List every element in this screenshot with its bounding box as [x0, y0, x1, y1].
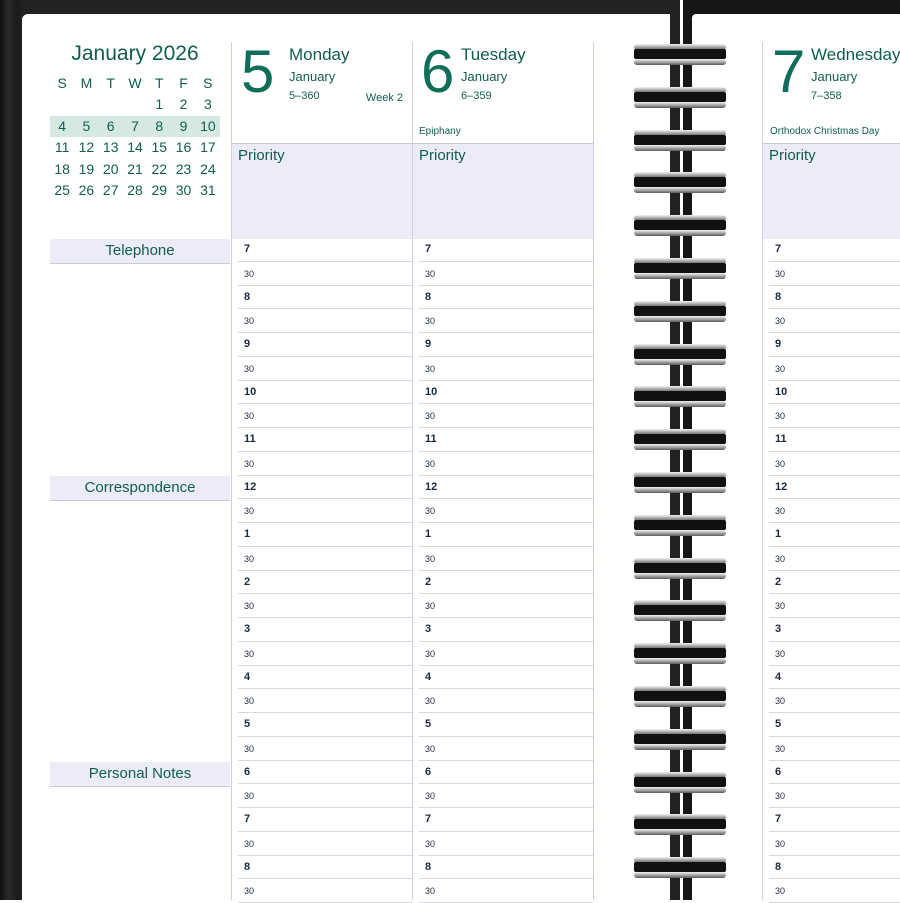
column-divider	[593, 42, 594, 900]
hour-slot[interactable]	[419, 713, 593, 737]
day-count: 7–358	[811, 90, 842, 102]
time-label: 30	[775, 743, 786, 754]
mini-calendar	[50, 42, 220, 202]
half-hour-slot[interactable]	[238, 262, 412, 286]
weekday-header: T	[155, 75, 164, 91]
time-label: 5	[244, 718, 251, 730]
hour-slot[interactable]	[769, 666, 900, 690]
half-hour-slot[interactable]	[238, 452, 412, 476]
hour-slot[interactable]	[419, 808, 593, 832]
day-count: 5–360	[289, 90, 320, 102]
spiral-binding	[630, 40, 730, 900]
half-hour-slot[interactable]	[419, 309, 593, 333]
hour-slot[interactable]	[769, 523, 900, 547]
half-hour-slot[interactable]	[769, 737, 900, 761]
spiral-ring	[630, 853, 730, 879]
section-telephone: Telephone	[50, 239, 230, 264]
mini-calendar-day	[123, 94, 147, 116]
mini-calendar-day: 20	[102, 160, 119, 177]
half-hour-slot[interactable]	[238, 832, 412, 856]
time-label: 30	[425, 648, 436, 659]
hour-slot[interactable]	[769, 238, 900, 262]
mini-calendar-day: 29	[151, 182, 168, 198]
time-label: 30	[425, 886, 436, 897]
half-hour-slot[interactable]	[419, 737, 593, 761]
time-label: 30	[775, 791, 786, 802]
hour-slot[interactable]	[238, 476, 412, 500]
half-hour-slot[interactable]	[769, 404, 900, 428]
hour-slot[interactable]	[238, 856, 412, 880]
holiday-label: Epiphany	[419, 126, 461, 137]
time-label: 6	[775, 765, 782, 778]
spiral-ring	[630, 468, 730, 494]
time-column-wednesday	[769, 238, 900, 903]
hour-slot[interactable]	[769, 808, 900, 832]
mini-calendar-day: 18	[54, 160, 70, 177]
spiral-ring	[630, 725, 730, 751]
half-hour-slot[interactable]	[238, 357, 412, 381]
time-label: 30	[244, 506, 255, 517]
spiral-ring	[630, 554, 730, 580]
mini-calendar-day: 25	[54, 182, 70, 198]
priority-label: Priority	[419, 147, 466, 164]
time-label: 8	[425, 860, 432, 873]
day-header-tuesday	[419, 38, 593, 142]
spiral-ring	[630, 211, 730, 237]
mini-calendar-day: 10	[200, 117, 216, 134]
spiral-ring	[630, 768, 730, 794]
time-label: 10	[244, 385, 257, 398]
section-correspondence: Correspondence	[50, 476, 230, 501]
half-hour-slot[interactable]	[769, 784, 900, 808]
time-label: 11	[425, 433, 437, 445]
half-hour-slot[interactable]	[769, 832, 900, 856]
time-label: 30	[425, 458, 436, 469]
time-label: 10	[775, 385, 788, 398]
time-label: 12	[244, 480, 257, 493]
time-label: 30	[425, 601, 436, 612]
hour-slot[interactable]	[769, 713, 900, 737]
hour-slot[interactable]	[238, 618, 412, 642]
time-label: 10	[425, 385, 438, 398]
day-header-wednesday	[770, 38, 900, 142]
day-number: 7	[772, 38, 806, 105]
time-label: 30	[425, 696, 436, 707]
mini-calendar-day: 19	[78, 160, 95, 177]
mini-calendar-day: 1	[155, 96, 164, 112]
mini-calendar-day: 14	[127, 139, 143, 155]
hour-slot[interactable]	[769, 428, 900, 452]
mini-calendar-day: 22	[151, 160, 168, 177]
mini-calendar-day	[99, 94, 123, 116]
mini-calendar-day: 17	[200, 139, 216, 155]
spiral-ring	[630, 297, 730, 323]
half-hour-slot[interactable]	[769, 642, 900, 666]
hour-slot[interactable]	[419, 333, 593, 357]
mini-calendar-day: 7	[131, 117, 139, 134]
hour-slot[interactable]	[238, 713, 412, 737]
time-label: 30	[244, 363, 255, 374]
time-label: 8	[244, 860, 251, 873]
day-count: 6–359	[461, 90, 492, 102]
mini-calendar-day: 11	[54, 139, 70, 155]
half-hour-slot[interactable]	[769, 499, 900, 523]
hour-slot[interactable]	[419, 761, 593, 785]
day-number: 6	[421, 38, 455, 105]
spiral-ring	[630, 40, 730, 66]
time-label: 7	[775, 243, 782, 255]
mini-calendar-day: 26	[78, 182, 95, 198]
half-hour-slot[interactable]	[419, 452, 593, 476]
hour-slot[interactable]	[769, 476, 900, 500]
time-label: 30	[244, 601, 255, 612]
time-label: 3	[775, 623, 782, 635]
time-label: 30	[244, 696, 255, 707]
spiral-ring	[630, 596, 730, 622]
half-hour-slot[interactable]	[769, 452, 900, 476]
time-label: 7	[425, 813, 432, 825]
weekday-header: M	[80, 75, 93, 91]
mini-calendar-day: 23	[175, 160, 192, 177]
time-label: 7	[425, 243, 432, 255]
mini-calendar-week	[50, 159, 220, 181]
day-number: 5	[241, 38, 275, 105]
time-label: 30	[425, 411, 436, 422]
time-label: 5	[425, 718, 432, 730]
priority-label: Priority	[769, 147, 816, 164]
time-label: 7	[775, 813, 782, 825]
mini-calendar-day: 3	[203, 96, 212, 112]
spiral-ring	[630, 168, 730, 194]
half-hour-slot[interactable]	[238, 879, 412, 903]
hour-slot[interactable]	[238, 286, 412, 310]
time-label: 8	[775, 860, 782, 873]
time-label: 30	[775, 506, 786, 517]
mini-calendar-day	[50, 94, 74, 116]
day-header-monday	[241, 38, 411, 142]
time-label: 30	[244, 268, 255, 279]
half-hour-slot[interactable]	[238, 689, 412, 713]
time-label: 6	[425, 765, 432, 778]
spiral-ring	[630, 639, 730, 665]
time-label: 30	[425, 268, 436, 279]
time-label: 30	[775, 316, 786, 327]
priority-box-monday[interactable]	[232, 143, 412, 239]
mini-calendar-day: 28	[127, 182, 143, 198]
time-label: 11	[244, 433, 256, 445]
hour-slot[interactable]	[419, 476, 593, 500]
hour-slot[interactable]	[238, 428, 412, 452]
hour-slot[interactable]	[769, 286, 900, 310]
half-hour-slot[interactable]	[419, 547, 593, 571]
mini-calendar-day: 15	[151, 139, 168, 155]
time-label: 7	[244, 813, 251, 825]
half-hour-slot[interactable]	[419, 357, 593, 381]
time-label: 3	[244, 623, 251, 635]
time-label: 30	[775, 458, 786, 469]
mini-calendar-day: 27	[102, 182, 119, 198]
spiral-ring	[630, 511, 730, 537]
time-label: 1	[425, 528, 432, 540]
time-label: 7	[244, 243, 251, 255]
spiral-ring	[630, 254, 730, 280]
time-label: 4	[244, 670, 251, 683]
time-label: 30	[775, 553, 786, 564]
half-hour-slot[interactable]	[419, 594, 593, 618]
mini-calendar-day: 2	[179, 96, 188, 112]
time-label: 30	[775, 696, 786, 707]
mini-calendar-day: 12	[78, 139, 95, 155]
spiral-ring	[630, 810, 730, 836]
hour-slot[interactable]	[419, 856, 593, 880]
time-label: 30	[775, 268, 786, 279]
half-hour-slot[interactable]	[769, 689, 900, 713]
weekday-header: F	[179, 75, 188, 91]
spiral-ring	[630, 425, 730, 451]
day-name: Monday	[289, 45, 350, 64]
hour-slot[interactable]	[769, 571, 900, 595]
time-label: 2	[775, 575, 782, 588]
hour-slot[interactable]	[238, 761, 412, 785]
hour-slot[interactable]	[419, 571, 593, 595]
mini-calendar-day: 9	[179, 117, 188, 134]
time-label: 30	[775, 886, 786, 897]
hour-slot[interactable]	[769, 761, 900, 785]
spiral-ring	[630, 83, 730, 109]
half-hour-slot[interactable]	[238, 309, 412, 333]
half-hour-slot[interactable]	[419, 262, 593, 286]
hour-slot[interactable]	[419, 381, 593, 405]
time-label: 2	[425, 575, 432, 588]
time-label: 30	[244, 411, 255, 422]
half-hour-slot[interactable]	[238, 737, 412, 761]
time-label: 30	[775, 363, 786, 374]
time-label: 30	[244, 791, 255, 802]
half-hour-slot[interactable]	[769, 594, 900, 618]
priority-label: Priority	[238, 147, 285, 164]
time-label: 30	[775, 601, 786, 612]
half-hour-slot[interactable]	[769, 879, 900, 903]
time-column-monday	[238, 238, 412, 903]
half-hour-slot[interactable]	[769, 547, 900, 571]
time-label: 30	[244, 316, 255, 327]
day-month: January	[461, 69, 508, 84]
half-hour-slot[interactable]	[769, 262, 900, 286]
half-hour-slot[interactable]	[419, 784, 593, 808]
time-label: 30	[775, 648, 786, 659]
time-label: 3	[425, 623, 432, 635]
mini-calendar-day	[74, 94, 98, 116]
time-label: 4	[425, 670, 432, 683]
hour-slot[interactable]	[238, 333, 412, 357]
mini-calendar-day: 21	[127, 160, 143, 177]
mini-calendar-day: 24	[200, 160, 216, 177]
half-hour-slot[interactable]	[238, 404, 412, 428]
time-label: 11	[775, 433, 787, 445]
mini-calendar-day: 13	[102, 139, 119, 155]
half-hour-slot[interactable]	[419, 689, 593, 713]
mini-calendar-day: 6	[106, 117, 115, 134]
hour-slot[interactable]	[238, 808, 412, 832]
mini-calendar-weekday-headers	[50, 72, 220, 94]
mini-calendar-week	[50, 94, 220, 116]
time-label: 30	[244, 648, 255, 659]
mini-calendar-week	[50, 137, 220, 159]
mini-calendar-week	[50, 180, 220, 202]
half-hour-slot[interactable]	[419, 879, 593, 903]
half-hour-slot[interactable]	[238, 547, 412, 571]
time-label: 9	[775, 338, 782, 350]
half-hour-slot[interactable]	[238, 499, 412, 523]
half-hour-slot[interactable]	[769, 357, 900, 381]
weekday-header: S	[57, 75, 67, 91]
mini-calendar-title: January 2026	[71, 42, 199, 65]
mini-calendar-day: 16	[175, 139, 192, 155]
mini-calendar-day: 30	[175, 182, 192, 198]
half-hour-slot[interactable]	[238, 594, 412, 618]
hour-slot[interactable]	[419, 618, 593, 642]
section-personal-notes: Personal Notes	[50, 762, 230, 787]
half-hour-slot[interactable]	[238, 642, 412, 666]
time-column-tuesday	[419, 238, 593, 903]
priority-box-tuesday[interactable]	[413, 143, 593, 239]
time-label: 8	[775, 290, 782, 303]
hour-slot[interactable]	[238, 666, 412, 690]
mini-calendar-day: 31	[200, 182, 216, 198]
spiral-ring	[630, 340, 730, 366]
time-label: 9	[425, 338, 432, 350]
time-label: 30	[775, 411, 786, 422]
time-label: 12	[775, 480, 788, 493]
half-hour-slot[interactable]	[419, 832, 593, 856]
hour-slot[interactable]	[769, 333, 900, 357]
spiral-ring	[630, 682, 730, 708]
half-hour-slot[interactable]	[238, 784, 412, 808]
hour-slot[interactable]	[769, 856, 900, 880]
time-label: 30	[425, 553, 436, 564]
time-label: 30	[425, 743, 436, 754]
time-label: 12	[425, 480, 438, 493]
time-label: 4	[775, 670, 782, 683]
weekday-header: T	[106, 75, 115, 91]
day-name: Wednesday	[811, 45, 900, 64]
half-hour-slot[interactable]	[419, 404, 593, 428]
time-label: 8	[244, 290, 251, 303]
hour-slot[interactable]	[238, 381, 412, 405]
hour-slot[interactable]	[769, 618, 900, 642]
week-number: Week 2	[365, 92, 403, 104]
weekday-header: S	[203, 75, 213, 91]
spiral-ring	[630, 382, 730, 408]
time-label: 30	[425, 838, 436, 849]
mini-calendar-day: 5	[82, 117, 91, 134]
mini-calendar-weeks	[50, 94, 220, 202]
mini-calendar-day: 4	[58, 117, 67, 134]
mini-calendar-day: 8	[155, 117, 164, 134]
hour-slot[interactable]	[769, 381, 900, 405]
time-label: 30	[425, 791, 436, 802]
time-label: 30	[775, 838, 786, 849]
half-hour-slot[interactable]	[419, 499, 593, 523]
holiday-label: Orthodox Christmas Day	[770, 126, 880, 137]
time-label: 30	[425, 506, 436, 517]
half-hour-slot[interactable]	[419, 642, 593, 666]
time-label: 2	[244, 575, 251, 588]
hour-slot[interactable]	[419, 666, 593, 690]
time-label: 1	[775, 528, 782, 540]
hour-slot[interactable]	[238, 523, 412, 547]
time-label: 30	[425, 363, 436, 374]
hour-slot[interactable]	[419, 238, 593, 262]
weekday-header: W	[128, 75, 142, 91]
time-label: 5	[775, 718, 782, 730]
hour-slot[interactable]	[419, 286, 593, 310]
time-label: 30	[244, 886, 255, 897]
time-label: 8	[425, 290, 432, 303]
day-month: January	[811, 69, 858, 84]
time-label: 30	[244, 458, 255, 469]
day-name: Tuesday	[461, 45, 526, 64]
day-month: January	[289, 69, 336, 84]
hour-slot[interactable]	[238, 571, 412, 595]
time-label: 30	[244, 743, 255, 754]
mini-calendar-week	[50, 116, 220, 138]
time-label: 30	[244, 838, 255, 849]
time-label: 6	[244, 765, 251, 778]
time-label: 1	[244, 528, 251, 540]
spiral-ring	[630, 126, 730, 152]
hour-slot[interactable]	[238, 238, 412, 262]
time-label: 30	[425, 316, 436, 327]
time-label: 9	[244, 338, 251, 350]
hour-slot[interactable]	[419, 428, 593, 452]
time-label: 30	[244, 553, 255, 564]
priority-box-wednesday[interactable]	[763, 143, 900, 239]
hour-slot[interactable]	[419, 523, 593, 547]
half-hour-slot[interactable]	[769, 309, 900, 333]
